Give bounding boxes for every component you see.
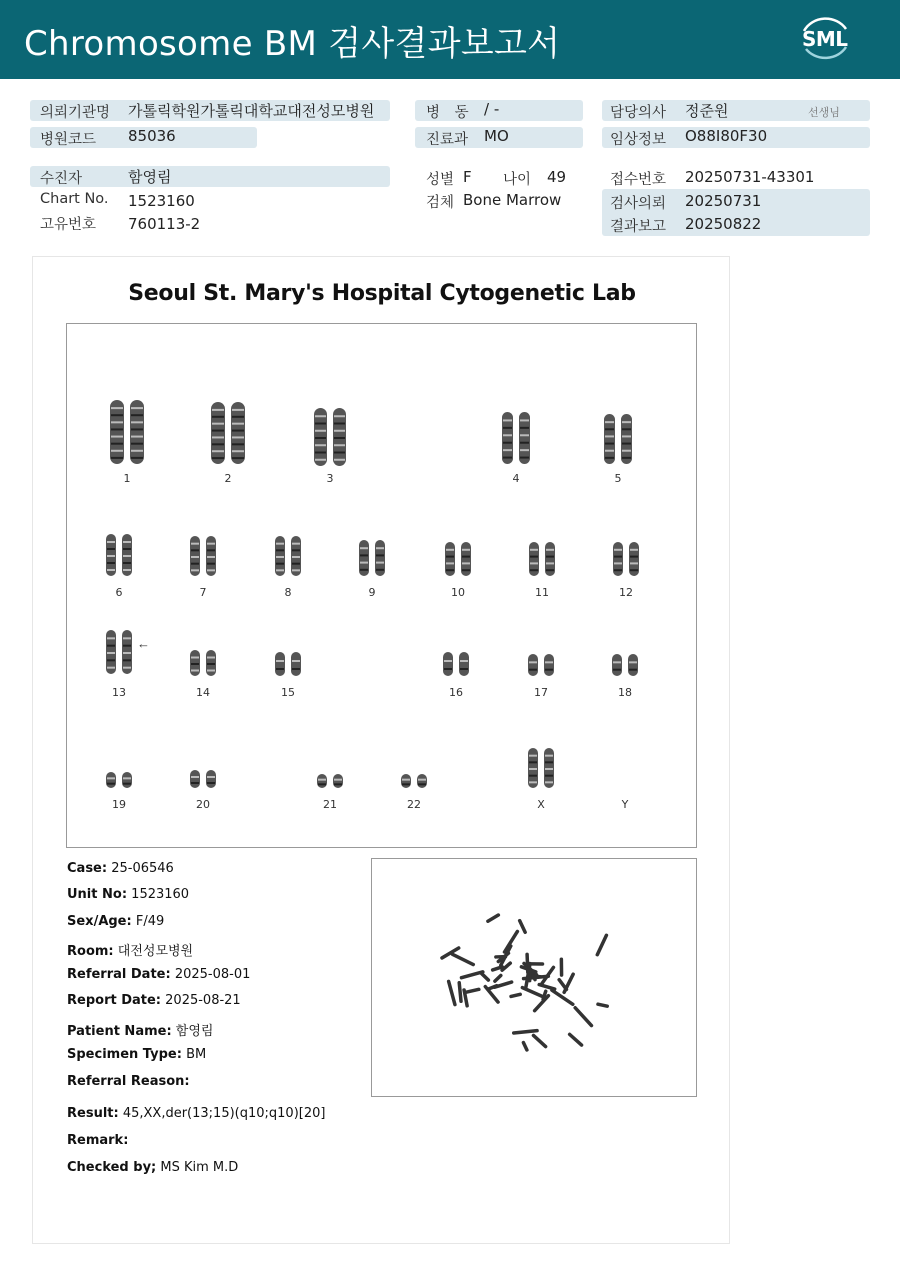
doctor-label: 담당의사 (610, 105, 667, 121)
hospital-code-label: 병원코드 (40, 132, 97, 148)
chromosome-label: 10 (451, 586, 465, 599)
request-label: 검사의뢰 (610, 196, 667, 212)
chromosome-pair-icon (529, 542, 555, 576)
report-date-line (67, 993, 241, 1008)
checked-label: Checked by; (67, 1160, 157, 1175)
referral-date-value: 2025-08-01 (174, 967, 251, 982)
chart-no-value: 1523160 (128, 192, 195, 210)
chromosome-pair-icon (275, 652, 301, 676)
chromosome-label: 8 (284, 586, 292, 599)
karyogram (66, 323, 697, 848)
chromosome-pair-icon (211, 402, 245, 464)
specimen-type-label: Specimen Type: (67, 1047, 182, 1062)
chromosome-pair-icon (106, 772, 132, 788)
chromosome-label: 17 (534, 686, 548, 699)
chromosome-pair-icon (443, 652, 469, 676)
arrow-icon: ← (137, 636, 150, 651)
ward-label: 병 동 (426, 105, 469, 121)
chromosome-label: 1 (123, 472, 131, 485)
checked-value: MS Kim M.D (160, 1160, 239, 1175)
chromosome-label: 15 (281, 686, 295, 699)
cytogenetic-report (32, 256, 730, 1244)
label-bar (30, 166, 390, 187)
dept-label: 진료과 (426, 132, 469, 148)
report-title: Chromosome BM 검사결과보고서 (24, 24, 561, 64)
clinical-value: O88I80F30 (685, 127, 768, 145)
doctor-value: 정준원 (685, 102, 729, 120)
chromosome-pair-icon (401, 774, 427, 788)
chromosome-label: 12 (619, 586, 633, 599)
report-date-label2: Report Date: (67, 993, 162, 1008)
metaphase-chromosomes-icon (372, 859, 696, 1096)
receipt-value: 20250731-43301 (685, 168, 815, 186)
sml-logo (794, 13, 856, 65)
chromosome-pair-icon (613, 542, 639, 576)
chromosome-pair-icon (359, 540, 385, 576)
unique-no-label: 고유번호 (40, 217, 97, 233)
chromosome-label: 3 (326, 472, 334, 485)
metaphase-spread-image (371, 858, 697, 1097)
institution-value: 가톨릭학원가톨릭대학교대전성모병원 (128, 102, 375, 120)
chromosome-label: 13 (112, 686, 126, 699)
specimen-value: Bone Marrow (463, 191, 562, 209)
case-line (67, 861, 174, 876)
chromosome-label: 14 (196, 686, 210, 699)
chromosome-label: 19 (112, 798, 126, 811)
sex-label: 성별 (426, 172, 455, 188)
sexage-value: F/49 (135, 914, 165, 929)
chromosome-pair-icon (604, 414, 632, 464)
chromosome-pair-icon (502, 412, 530, 464)
chromosome-label: 21 (323, 798, 337, 811)
chromosome-pair-icon (275, 536, 301, 576)
chromosome-pair-icon (110, 400, 144, 464)
institution-label: 의뢰기관명 (40, 105, 111, 121)
specimen-type-line (67, 1047, 206, 1062)
chromosome-pair-icon (190, 536, 216, 576)
result-line (67, 1106, 325, 1121)
specimen-label: 검체 (426, 195, 455, 211)
referral-date-label: Referral Date: (67, 967, 171, 982)
report-date-value: 20250822 (685, 215, 762, 233)
doctor-suffix: 선생님 (808, 106, 840, 119)
sex-value: F (463, 168, 472, 186)
unique-no-value: 760113-2 (128, 215, 201, 233)
receipt-label: 접수번호 (610, 172, 667, 188)
chromosome-label: 11 (535, 586, 549, 599)
age-label: 나이 (503, 172, 532, 188)
chromosome-label: 22 (407, 798, 421, 811)
specimen-type-value: BM (186, 1047, 207, 1062)
chromosome-pair-icon (190, 650, 216, 676)
logo-text: SML (802, 27, 848, 51)
unit-line (67, 887, 189, 902)
patient-name-line (67, 1020, 213, 1039)
chromosome-pair-icon (445, 542, 471, 576)
chromosome-label: X (537, 798, 545, 811)
unit-value: 1523160 (131, 887, 190, 902)
hospital-code-value: 85036 (128, 127, 176, 145)
chromosome-pair-icon (317, 774, 343, 788)
patient-value: 함영림 (128, 168, 172, 186)
patient-label: 수진자 (40, 171, 83, 187)
report-date-label: 결과보고 (610, 219, 667, 235)
request-value: 20250731 (685, 192, 762, 210)
age-value: 49 (547, 168, 567, 186)
referral-reason-line (67, 1074, 190, 1089)
result-value: 45,XX,der(13;15)(q10;q10)[20] (122, 1106, 326, 1121)
chart-no-label: Chart No. (40, 191, 109, 207)
chromosome-pair-icon (106, 630, 132, 674)
room-line (67, 940, 193, 959)
ward-value: / - (484, 100, 500, 118)
case-value: 25-06546 (111, 861, 174, 876)
unit-label: Unit No: (67, 887, 128, 902)
room-value: 대전성모병원 (117, 944, 194, 959)
chromosome-pair-icon (528, 654, 554, 676)
lab-title: Seoul St. Mary's Hospital Cytogenetic Lab (128, 281, 636, 306)
chromosome-label: 6 (115, 586, 123, 599)
case-label: Case: (67, 861, 108, 876)
chromosome-pair-icon (106, 534, 132, 576)
patient-name-value: 함영림 (175, 1024, 214, 1039)
report-header (0, 0, 900, 79)
sexage-label: Sex/Age: (67, 914, 132, 929)
clinical-label: 임상정보 (610, 132, 667, 148)
room-label: Room: (67, 944, 114, 959)
report-date-value2: 2025-08-21 (165, 993, 241, 1008)
patient-name-label: Patient Name: (67, 1024, 172, 1039)
chromosome-label: 16 (449, 686, 463, 699)
chromosome-label: 5 (614, 472, 622, 485)
chromosome-label: 7 (199, 586, 207, 599)
remark-line (67, 1133, 128, 1148)
checked-line (67, 1160, 238, 1175)
chromosome-label: 9 (368, 586, 376, 599)
chromosome-label: 4 (512, 472, 520, 485)
chromosome-label: 2 (224, 472, 232, 485)
chromosome-pair-icon (528, 748, 554, 788)
sexage-line (67, 914, 164, 929)
remark-label: Remark: (67, 1133, 129, 1148)
chromosome-label: 20 (196, 798, 210, 811)
chromosome-label: 18 (618, 686, 632, 699)
chromosome-pair-icon (314, 408, 346, 466)
dept-value: MO (484, 127, 509, 145)
referral-date-line (67, 967, 250, 982)
result-label: Result: (67, 1106, 119, 1121)
chromosome-pair-icon (612, 654, 638, 676)
chromosome-label: Y (621, 798, 629, 811)
referral-reason-label: Referral Reason: (67, 1074, 190, 1089)
chromosome-pair-icon (190, 770, 216, 788)
